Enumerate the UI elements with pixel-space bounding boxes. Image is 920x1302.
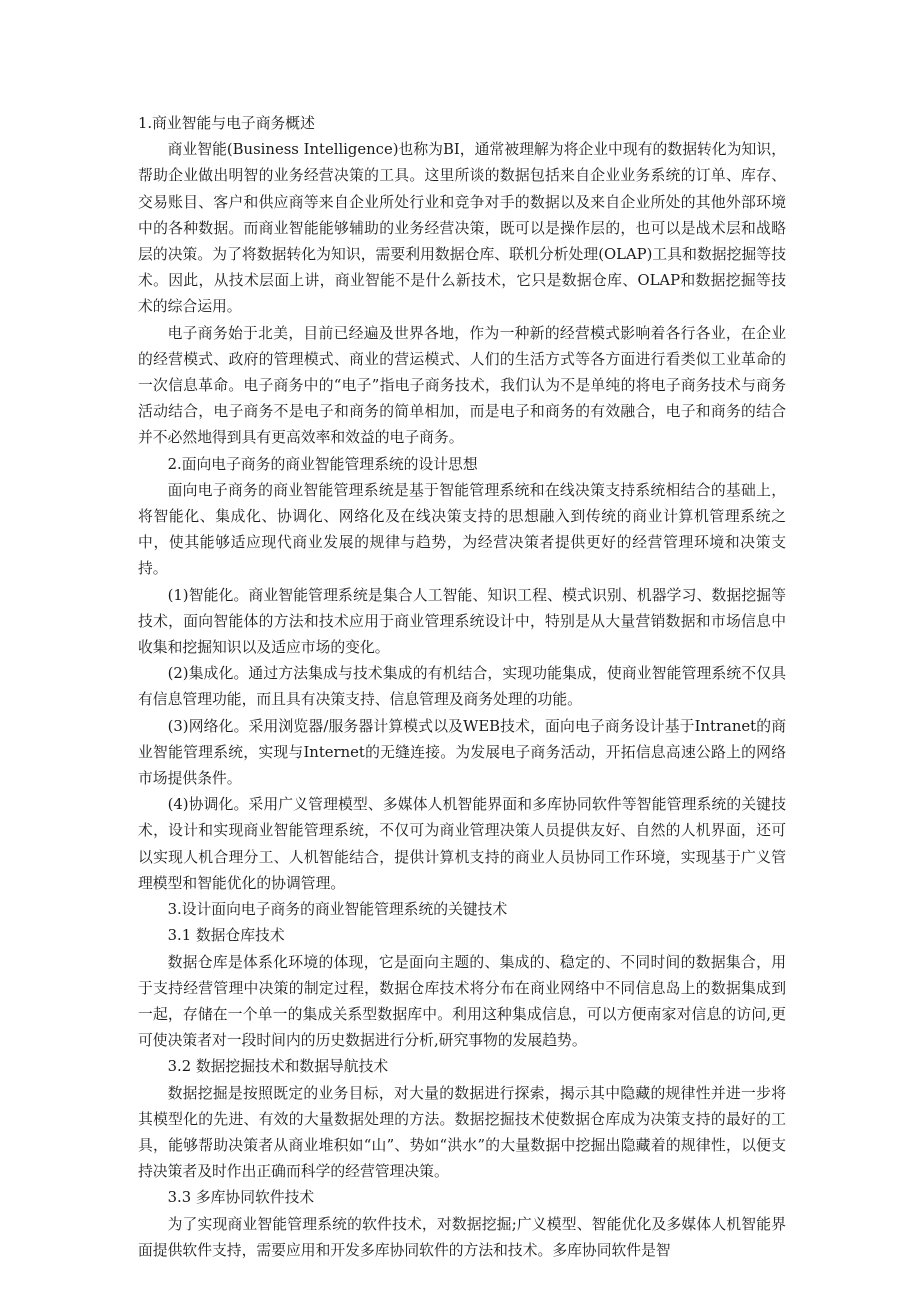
- paragraph-ecommerce-origin: 电子商务始于北美，目前已经遍及世界各地，作为一种新的经营模式影响着各行各业，在企业的经营模式、政府的管理模式、商业的营运模式、人们的生活方式等各方面进行看类似工业革命的一次信息革命。电子商务中的“电子”指电子商务技术，我们认为不是单纯的将电子商务技术与商务活动结合，电子商务不是电子和商务的简单相加，而是电子和商务的有效融合，电子和商务的结合并不必然地得到具有更高效率和效益的电子商务。: [138, 324, 786, 447]
- section-heading-3: 3.设计面向电子商务的商业智能管理系统的关键技术: [167, 901, 508, 919]
- document-body: [138, 111, 786, 1264]
- list-item-coordination: (4)协调化。采用广义管理模型、多媒体人机智能界面和多库协同软件等智能管理系统的关键技术，设计和实现商业智能管理系统，不仅可为商业管理决策人员提供友好、自然的人机界面，还可以实现人机合理分工、人机智能结合，提供计算机支持的商业人员协同工作环境，实现基于广义管理模型和智能优化的协调管理。: [138, 796, 786, 892]
- subsection-heading-3-2: 3.2 数据挖掘技术和数据导航技术: [167, 1058, 389, 1076]
- paragraph-data-warehouse: 数据仓库是体系化环境的体现，它是面向主题的、集成的、稳定的、不同时间的数据集合，用于支持经营管理中决策的制定过程，数据仓库技术将分布在商业网络中不同信息岛上的数据集成到一起，存储在一个单一的集成关系型数据库中。利用这种集成信息，可以方便南家对信息的访问,更可使决策者对一段时间内的历史数据进行分析,研究事物的发展趋势。: [138, 953, 786, 1050]
- list-item-intelligent: (1)智能化。商业智能管理系统是集合人工智能、知识工程、模式识别、机器学习、数据挖掘等技术，面向智能体的方法和技术应用于商业管理系统设计中，特别是从大量营销数据和市场信息中收集和挖掘知识以及适应市场的变化。: [138, 586, 786, 657]
- section-heading-2: 2.面向电子商务的商业智能管理系统的设计思想: [167, 455, 478, 473]
- paragraph-data-mining: 数据挖掘是按照既定的业务目标，对大量的数据进行探索，揭示其中隐藏的规律性并进一步将其模型化的先进、有效的大量数据处理的方法。数据挖掘技术使数据仓库成为决策支持的最好的工具，能够帮助决策者从商业堆积如“山”、势如“洪水”的大量数据中挖掘出隐藏着的规律性，以便支持决策者及时作出正确而科学的经营管理决策。: [138, 1084, 786, 1181]
- subsection-heading-3-3: 3.3 多库协同软件技术: [167, 1189, 315, 1207]
- paragraph-bi-definition: 商业智能(Business Intelligence)也称为BI，通常被理解为将企业中现有的数据转化为知识，帮助企业做出明智的业务经营决策的工具。这里所谈的数据包括来自企业业务系统的订单、库存、交易账目、客户和供应商等来自企业所处行业和竞争对手的数据以及来自企业所处的其他外部环境中的各种数据。而商业智能能够辅助的业务经营决策，既可以是操作层的，也可以是战术层和战略层的决策。为了将数据转化为知识，需要利用数据仓库、联机分析处理(OLAP)工具和数据挖掘等技术。因此，从技术层面上讲，商业智能不是什么新技术，它只是数据仓库、OLAP和数据挖掘等技术的综合运用。: [138, 141, 786, 316]
- list-item-networking: (3)网络化。采用浏览器/服务器计算模式以及WEB技术，面向电子商务设计基于Intranet的商业智能管理系统，实现与Internet的无缝连接。为发展电子商务活动，开拓信息高速公路上的网络市场提供条件。: [138, 717, 786, 788]
- section-heading-1: 1.商业智能与电子商务概述: [138, 115, 315, 132]
- list-item-integration: (2)集成化。通过方法集成与技术集成的有机结合，实现功能集成，使商业智能管理系统不仅具有信息管理功能，而且具有决策支持、信息管理及商务处理的功能。: [138, 665, 786, 709]
- subsection-heading-3-1: 3.1 数据仓库技术: [167, 927, 285, 945]
- paragraph-design-concept: 面向电子商务的商业智能管理系统是基于智能管理系统和在线决策支持系统相结合的基础上，将智能化、集成化、协调化、网络化及在线决策支持的思想融入到传统的商业计算机管理系统之中，使其能够适应现代商业发展的规律与趋势，为经营决策者提供更好的经营管理环境和决策支持。: [138, 481, 786, 578]
- paragraph-multi-database: 为了实现商业智能管理系统的软件技术，对数据挖掘;广义模型、智能优化及多媒体人机智能界面提供软件支持，需要应用和开发多库协同软件的方法和技术。多库协同软件是智: [138, 1215, 786, 1259]
